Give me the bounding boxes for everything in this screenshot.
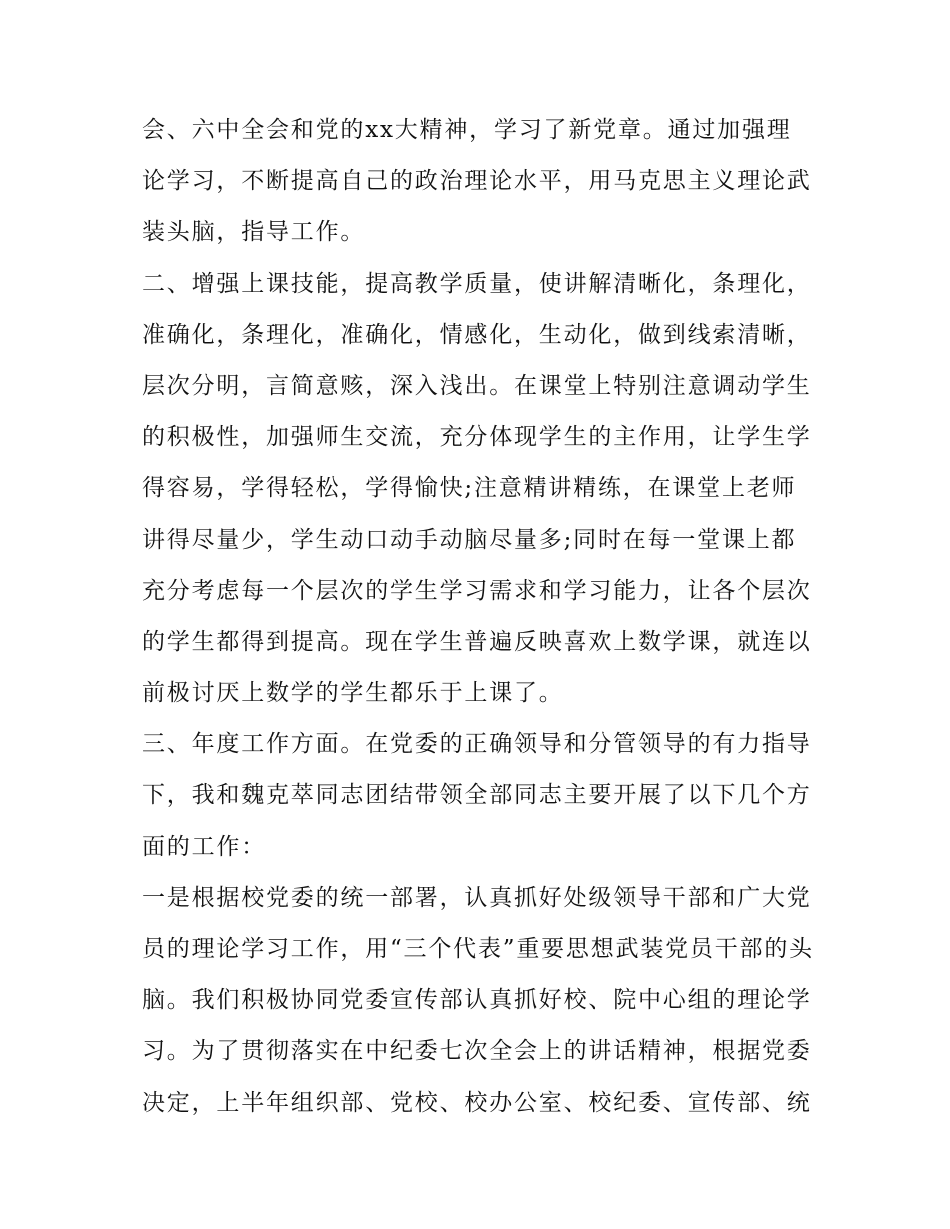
text-line: 习。为了贯彻落实在中纪委七次全会上的讲话精神，根据党委 [142, 1038, 812, 1065]
text-line: 一是根据校党委的统一部署，认真抓好处级领导干部和广大党 [142, 884, 812, 911]
text-line: 装头脑，指导工作。 [142, 219, 366, 246]
text-line: 面的工作： [142, 833, 266, 860]
text-line: 充分考虑每一个层次的学生学习需求和学习能力，让各个层次 [142, 577, 812, 604]
text-line: 会、六中全会和党的xx大精神，学习了新党章。通过加强理 [142, 117, 792, 143]
text-line: 层次分明，言简意赅，深入浅出。在课堂上特别注意调动学生 [142, 372, 812, 399]
text-line: 前极讨厌上数学的学生都乐于上课了。 [142, 680, 564, 707]
text-line: 准确化，条理化，准确化，情感化，生动化，做到线索清晰， [142, 321, 812, 348]
text-line: 脑。我们积极协同党委宣传部认真抓好校、院中心组的理论学 [142, 987, 812, 1014]
text-line: 三、年度工作方面。在党委的正确领导和分管领导的有力指导 [142, 731, 812, 758]
body-text [142, 105, 822, 1129]
text-line: 员的理论学习工作，用“三个代表”重要思想武装党员干部的头 [142, 936, 814, 962]
text-line: 下，我和魏克萃同志团结带领全部同志主要开展了以下几个方 [142, 782, 812, 809]
text-line: 二、增强上课技能，提高教学质量，使讲解清晰化，条理化， [142, 270, 812, 297]
text-line: 决定，上半年组织部、党校、校办公室、校纪委、宣传部、统 [142, 1089, 812, 1116]
text-line: 的积极性，加强师生交流，充分体现学生的主作用，让学生学 [142, 424, 812, 451]
text-line: 讲得尽量少，学生动口动手动脑尽量多;同时在每一堂课上都 [142, 526, 797, 553]
text-line: 论学习，不断提高自己的政治理论水平，用马克思主义理论武 [142, 168, 812, 195]
text-line: 的学生都得到提高。现在学生普遍反映喜欢上数学课，就连以 [142, 628, 812, 655]
text-line: 得容易，学得轻松，学得愉快;注意精讲精练，在课堂上老师 [142, 475, 797, 502]
